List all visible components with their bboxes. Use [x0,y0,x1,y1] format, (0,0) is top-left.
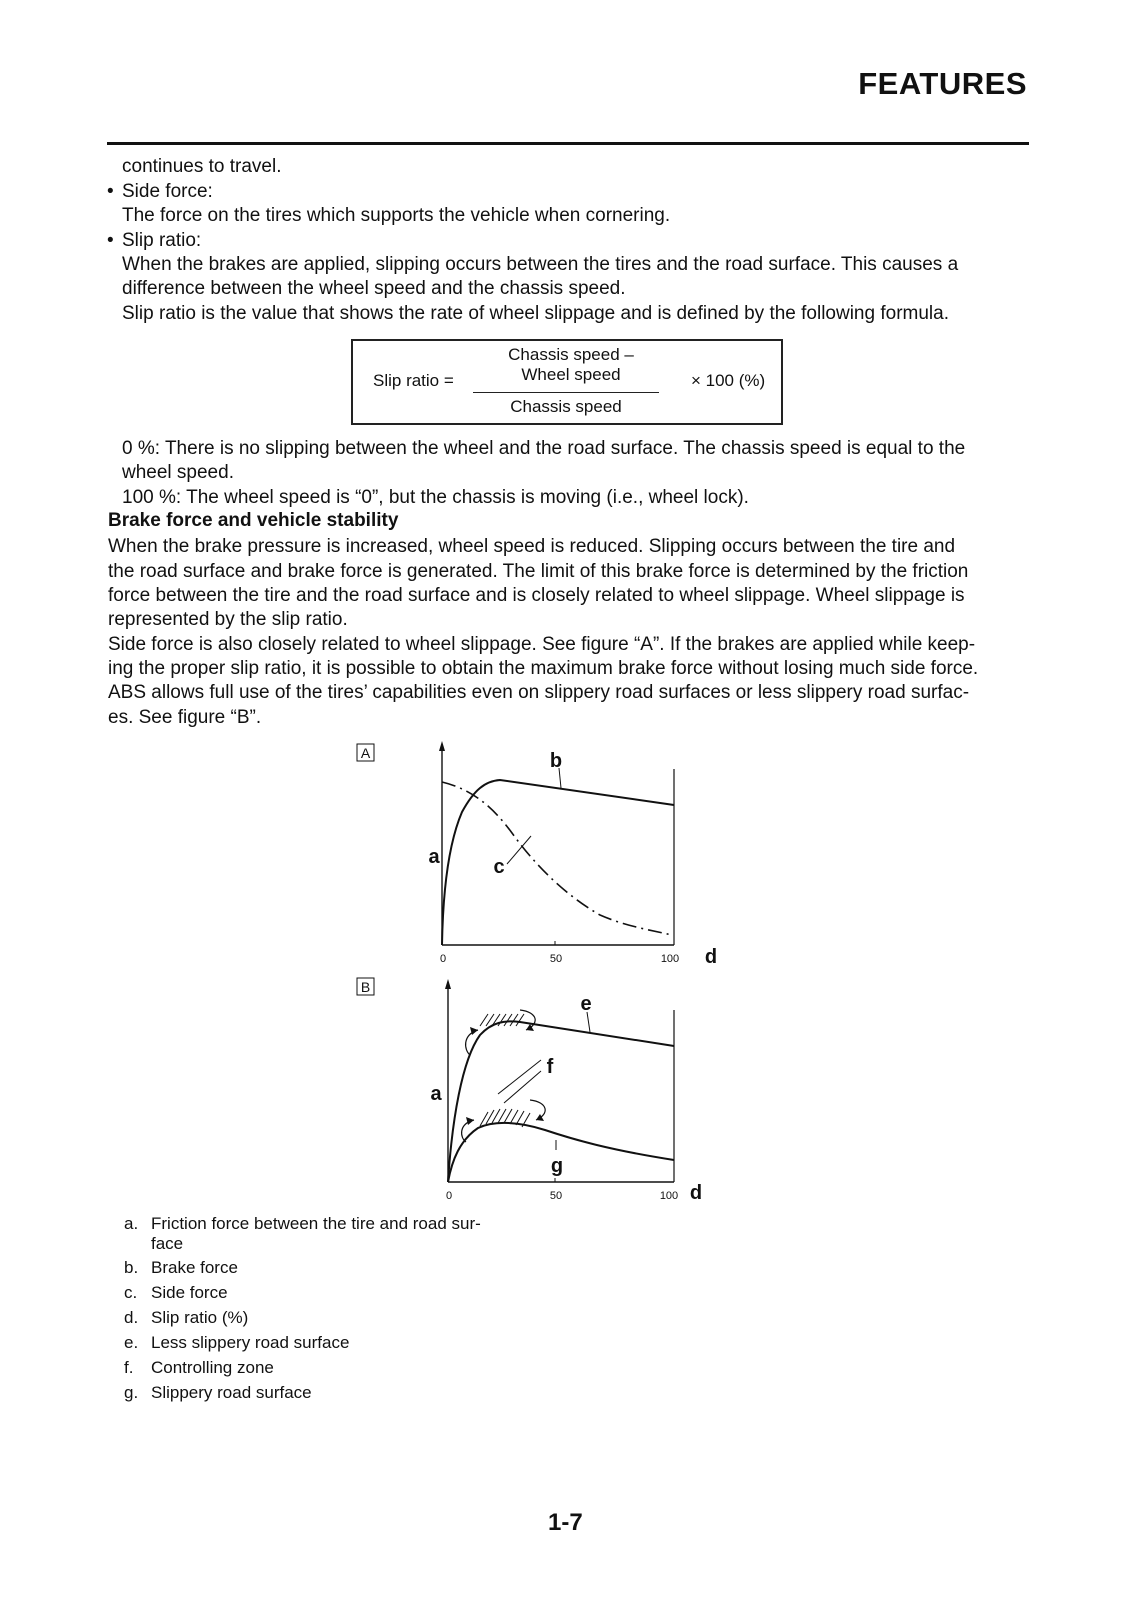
callout-f: f [546,1056,554,1078]
legend-text: face [151,1234,184,1253]
side-force-text: The force on the tires which supports the vehicle when cornering. [122,205,671,226]
callout-e: e [580,993,592,1015]
legend-text: Less slippery road surface [151,1333,350,1352]
paragraph-line: When the brake pressure is increased, wheel speed is reduced. Slipping occurs between the tire and [108,536,956,557]
tick-label: 0 [439,953,447,965]
legend-item [124,1214,481,1254]
callout-a: a [428,846,440,868]
callout-line [507,836,531,864]
paragraph-line: represented by the slip ratio. [108,609,348,630]
legend-item [124,1308,248,1328]
section-heading: Brake force and vehicle stability [108,510,399,531]
legend-key: f. [124,1358,134,1377]
tick-label: 50 [549,953,563,965]
paragraph-line: ing the proper slip ratio, it is possible to obtain the maximum brake force without losing much side force. [108,658,979,679]
tick-label: 100 [660,953,680,965]
figure-a [357,741,717,968]
continuation-text: continues to travel. [122,156,282,177]
page-number: 1-7 [548,1509,583,1536]
legend-key: c. [124,1283,138,1302]
legend-text: Slippery road surface [151,1383,312,1402]
paragraph-line: es. See figure “B”. [108,707,262,728]
slip-ratio-text: When the brakes are applied, slipping occurs between the tires and the road surface. This causes a [122,254,959,275]
controlling-zone-upper [480,1014,524,1026]
slip-ratio-text: Slip ratio is the value that shows the rate of wheel slippage and is defined by the following formula. [122,303,949,324]
side-force-curve [442,782,672,935]
formula-multiplier: × 100 (%) [691,371,766,390]
callout-line [587,1012,590,1032]
cycle-arrow-icon [520,1010,535,1030]
paragraph-line: the road surface and brake force is generated. The limit of this brake force is determined by the friction [108,561,969,582]
legend-key: d. [124,1308,139,1327]
hundred-percent-text: 100 %: The wheel speed is “0”, but the chassis is moving (i.e., wheel lock). [122,487,749,508]
bullet-icon: • [107,230,114,251]
legend-key: b. [124,1258,139,1277]
formula-lhs: Slip ratio = [373,371,454,390]
legend-item [124,1258,238,1278]
formula-denominator: Chassis speed [510,397,622,416]
brake-force-curve [442,780,674,945]
callout-d: d [704,946,718,968]
callout-line [504,1071,541,1103]
callout-d: d [689,1182,703,1204]
callout-a: a [430,1083,442,1105]
figure-b-label: B [360,979,371,995]
callout-g: g [550,1155,564,1177]
tick-label: 0 [445,1190,453,1202]
formula-numerator: Chassis speed – [508,345,634,364]
tick-label: 100 [659,1190,679,1202]
legend-text: Friction force between the tire and road sur- [151,1214,481,1233]
legend-text: Side force [151,1283,228,1302]
side-force-label: Side force: [122,181,213,202]
slip-ratio-text: difference between the wheel speed and the chassis speed. [122,278,626,299]
slip-ratio-label: Slip ratio: [122,230,202,251]
legend-item [124,1383,312,1403]
tick-label: 50 [549,1190,563,1202]
formula-numerator: Wheel speed [521,365,621,384]
legend-item [124,1283,228,1303]
paragraph-line: force between the tire and the road surface and is closely related to wheel slippage. Wheel slippage is [108,585,965,606]
legend-item [124,1358,274,1378]
cycle-arrow-icon [466,1117,474,1125]
figure-b [357,978,702,1204]
cycle-arrow-icon [530,1100,545,1120]
legend-key: a. [124,1214,139,1233]
arrow-up-icon [439,741,445,751]
arrow-up-icon [445,979,451,989]
legend-key: g. [124,1383,139,1402]
legend-text: Controlling zone [151,1358,274,1377]
legend-text: Brake force [151,1258,238,1277]
legend-item [124,1333,349,1353]
callout-b: b [549,750,563,772]
zero-percent-text: wheel speed. [122,462,234,483]
bullet-icon: • [107,181,114,202]
paragraph-line: Side force is also closely related to wheel slippage. See figure “A”. If the brakes are applied while keep- [108,634,976,655]
zero-percent-text: 0 %: There is no slipping between the wheel and the road surface. The chassis speed is equal to the [122,438,966,459]
legend-key: e. [124,1333,139,1352]
paragraph-line: ABS allows full use of the tires’ capabilities even on slippery road surfaces or less slippery road surfac- [108,682,970,703]
figure-a-label: A [360,745,371,761]
page-header-title: FEATURES [858,66,1027,101]
callout-c: c [493,856,505,878]
legend-text: Slip ratio (%) [151,1308,249,1327]
